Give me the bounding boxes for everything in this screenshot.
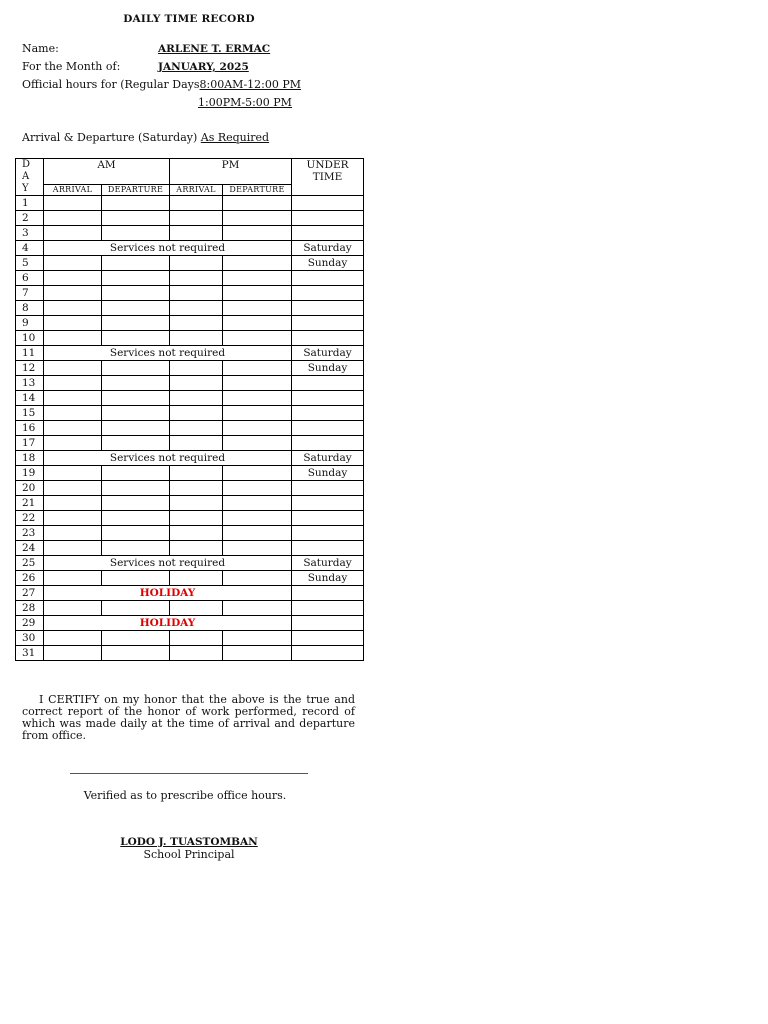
pm-departure-cell <box>223 571 292 586</box>
day-row <box>16 376 364 391</box>
pm-departure-cell <box>223 511 292 526</box>
am-arrival-cell <box>44 196 102 211</box>
pm-arrival-cell <box>170 286 223 301</box>
pm-arrival-cell <box>170 226 223 241</box>
am-departure-cell <box>102 466 170 481</box>
am-departure-cell <box>102 481 170 496</box>
undertime-cell <box>292 406 364 421</box>
pm-arrival-cell <box>170 631 223 646</box>
pm-departure-cell <box>223 466 292 481</box>
pm-arrival-cell <box>170 211 223 226</box>
am-header: AM <box>44 159 170 185</box>
day-number: 16 <box>16 421 44 436</box>
undertime-cell <box>292 301 364 316</box>
day-row <box>16 571 364 586</box>
day-number: 18 <box>16 451 44 466</box>
am-departure-cell <box>102 271 170 286</box>
services-note: Services not required <box>44 346 292 361</box>
day-number: 5 <box>16 256 44 271</box>
am-arrival-cell <box>44 406 102 421</box>
services-note: Services not required <box>44 556 292 571</box>
document-title: DAILY TIME RECORD <box>123 13 255 25</box>
day-number: 21 <box>16 496 44 511</box>
undertime-cell <box>292 616 364 631</box>
pm-departure-cell <box>223 331 292 346</box>
principal-position: School Principal <box>143 848 235 861</box>
holiday-note <box>44 586 292 601</box>
day-row <box>16 481 364 496</box>
day-number: 30 <box>16 631 44 646</box>
day-header: D A Y <box>16 159 44 196</box>
am-departure-cell <box>102 256 170 271</box>
day-row <box>16 601 364 616</box>
official-hours-line <box>22 78 301 91</box>
am-arrival-cell <box>44 481 102 496</box>
official-hours-am: 8:00AM-12:00 PM <box>199 78 302 91</box>
pm-arrival-cell <box>170 391 223 406</box>
day-number: 10 <box>16 331 44 346</box>
certification-text: I CERTIFY on my honor that the above is the true and correct report of the honor of work performed, record of which was made daily at the time of arrival and departure from office. <box>22 693 355 742</box>
am-departure-cell <box>102 331 170 346</box>
day-row <box>16 451 364 466</box>
undertime-cell <box>292 631 364 646</box>
signature-line <box>70 773 308 774</box>
am-arrival-cell <box>44 226 102 241</box>
pm-departure-cell <box>223 496 292 511</box>
am-departure-cell <box>102 361 170 376</box>
day-row <box>16 421 364 436</box>
am-arrival-cell <box>44 526 102 541</box>
pm-arrival-cell <box>170 466 223 481</box>
undertime-cell <box>292 586 364 601</box>
services-note: Services not required <box>44 451 292 466</box>
day-row <box>16 286 364 301</box>
saturday-label: Arrival & Departure (Saturday) <box>22 131 198 144</box>
undertime-cell <box>292 211 364 226</box>
pm-arrival-header: ARRIVAL <box>170 184 223 195</box>
day-number: 15 <box>16 406 44 421</box>
am-departure-cell <box>102 286 170 301</box>
am-arrival-cell <box>44 316 102 331</box>
pm-departure-cell <box>223 436 292 451</box>
am-arrival-cell <box>44 256 102 271</box>
undertime-cell <box>292 496 364 511</box>
pm-departure-cell <box>223 421 292 436</box>
undertime-cell <box>292 601 364 616</box>
pm-departure-cell <box>223 631 292 646</box>
undertime-header: UNDER TIME <box>292 159 364 196</box>
undertime-cell <box>292 436 364 451</box>
day-number: 28 <box>16 601 44 616</box>
am-arrival-cell <box>44 211 102 226</box>
pm-arrival-cell <box>170 526 223 541</box>
header-row <box>16 159 364 185</box>
am-arrival-cell <box>44 391 102 406</box>
day-row <box>16 466 364 481</box>
undertime-cell: Sunday <box>292 466 364 481</box>
day-row <box>16 316 364 331</box>
pm-departure-cell <box>223 406 292 421</box>
pm-arrival-cell <box>170 421 223 436</box>
day-row <box>16 196 364 211</box>
pm-header: PM <box>170 159 292 185</box>
am-departure-cell <box>102 226 170 241</box>
am-departure-cell <box>102 436 170 451</box>
am-departure-cell <box>102 406 170 421</box>
day-number: 11 <box>16 346 44 361</box>
undertime-cell <box>292 541 364 556</box>
pm-departure-cell <box>223 646 292 661</box>
am-departure-header: DEPARTURE <box>102 184 170 195</box>
undertime-cell: Saturday <box>292 241 364 256</box>
day-row <box>16 511 364 526</box>
day-row <box>16 301 364 316</box>
pm-arrival-cell <box>170 436 223 451</box>
day-row <box>16 211 364 226</box>
day-row <box>16 526 364 541</box>
undertime-cell: Saturday <box>292 346 364 361</box>
pm-arrival-cell <box>170 571 223 586</box>
principal-name: LODO J. TUASTOMBAN <box>120 836 258 848</box>
day-number: 8 <box>16 301 44 316</box>
pm-departure-cell <box>223 301 292 316</box>
undertime-cell <box>292 511 364 526</box>
day-number: 2 <box>16 211 44 226</box>
undertime-cell <box>292 331 364 346</box>
official-hours-pm: 1:00PM-5:00 PM <box>198 96 292 109</box>
undertime-cell <box>292 226 364 241</box>
pm-departure-cell <box>223 316 292 331</box>
am-departure-cell <box>102 496 170 511</box>
pm-arrival-cell <box>170 271 223 286</box>
am-departure-cell <box>102 376 170 391</box>
day-number: 7 <box>16 286 44 301</box>
day-number: 26 <box>16 571 44 586</box>
month-label: For the Month of: <box>22 60 121 73</box>
day-row <box>16 616 364 631</box>
am-departure-cell <box>102 316 170 331</box>
saturday-value: As Required <box>200 131 270 144</box>
undertime-cell: Sunday <box>292 571 364 586</box>
pm-departure-cell <box>223 271 292 286</box>
pm-arrival-cell <box>170 646 223 661</box>
day-row <box>16 556 364 571</box>
pm-arrival-cell <box>170 511 223 526</box>
pm-departure-cell <box>223 541 292 556</box>
day-number: 19 <box>16 466 44 481</box>
pm-departure-cell <box>223 211 292 226</box>
pm-arrival-cell <box>170 316 223 331</box>
am-departure-cell <box>102 526 170 541</box>
day-number: 14 <box>16 391 44 406</box>
pm-arrival-cell <box>170 376 223 391</box>
day-number: 29 <box>16 616 44 631</box>
day-row <box>16 496 364 511</box>
day-number: 24 <box>16 541 44 556</box>
am-departure-cell <box>102 601 170 616</box>
am-arrival-header: ARRIVAL <box>44 184 102 195</box>
day-number: 9 <box>16 316 44 331</box>
day-row <box>16 361 364 376</box>
am-arrival-cell <box>44 376 102 391</box>
undertime-cell: Saturday <box>292 451 364 466</box>
undertime-cell <box>292 391 364 406</box>
pm-arrival-cell <box>170 406 223 421</box>
day-number: 4 <box>16 241 44 256</box>
saturday-line <box>22 131 269 144</box>
am-departure-cell <box>102 631 170 646</box>
undertime-cell <box>292 286 364 301</box>
pm-departure-cell <box>223 601 292 616</box>
pm-arrival-cell <box>170 256 223 271</box>
holiday-note <box>44 616 292 631</box>
undertime-cell <box>292 421 364 436</box>
day-number: 3 <box>16 226 44 241</box>
am-arrival-cell <box>44 631 102 646</box>
day-number: 27 <box>16 586 44 601</box>
pm-departure-cell <box>223 256 292 271</box>
pm-departure-cell <box>223 226 292 241</box>
day-number: 13 <box>16 376 44 391</box>
pm-arrival-cell <box>170 601 223 616</box>
am-arrival-cell <box>44 496 102 511</box>
day-row <box>16 436 364 451</box>
day-row <box>16 271 364 286</box>
undertime-cell <box>292 376 364 391</box>
day-number: 6 <box>16 271 44 286</box>
am-arrival-cell <box>44 271 102 286</box>
day-row <box>16 391 364 406</box>
name-label: Name: <box>22 42 59 55</box>
pm-departure-cell <box>223 391 292 406</box>
day-row <box>16 331 364 346</box>
pm-arrival-cell <box>170 301 223 316</box>
am-departure-cell <box>102 196 170 211</box>
day-row <box>16 406 364 421</box>
undertime-cell <box>292 646 364 661</box>
day-row <box>16 631 364 646</box>
pm-departure-cell <box>223 481 292 496</box>
pm-arrival-cell <box>170 496 223 511</box>
am-arrival-cell <box>44 436 102 451</box>
pm-arrival-cell <box>170 331 223 346</box>
undertime-cell <box>292 271 364 286</box>
official-hours-label: Official hours for (Regular Days <box>22 78 200 91</box>
day-number: 1 <box>16 196 44 211</box>
am-departure-cell <box>102 646 170 661</box>
pm-arrival-cell <box>170 361 223 376</box>
holiday-label: HOLIDAY <box>139 586 196 599</box>
am-arrival-cell <box>44 421 102 436</box>
pm-departure-cell <box>223 286 292 301</box>
time-record-table <box>15 158 364 661</box>
day-number: 12 <box>16 361 44 376</box>
employee-name: ARLENE T. ERMAC <box>158 43 271 55</box>
day-row <box>16 256 364 271</box>
undertime-cell <box>292 526 364 541</box>
day-number: 17 <box>16 436 44 451</box>
pm-departure-cell <box>223 526 292 541</box>
holiday-label: HOLIDAY <box>139 616 196 629</box>
day-number: 23 <box>16 526 44 541</box>
undertime-cell: Sunday <box>292 256 364 271</box>
day-number: 25 <box>16 556 44 571</box>
am-departure-cell <box>102 511 170 526</box>
pm-departure-header: DEPARTURE <box>223 184 292 195</box>
am-arrival-cell <box>44 301 102 316</box>
am-arrival-cell <box>44 361 102 376</box>
am-arrival-cell <box>44 601 102 616</box>
am-arrival-cell <box>44 466 102 481</box>
day-number: 31 <box>16 646 44 661</box>
am-arrival-cell <box>44 571 102 586</box>
pm-arrival-cell <box>170 196 223 211</box>
day-row <box>16 586 364 601</box>
day-row <box>16 226 364 241</box>
am-arrival-cell <box>44 286 102 301</box>
am-arrival-cell <box>44 511 102 526</box>
day-number: 22 <box>16 511 44 526</box>
am-departure-cell <box>102 541 170 556</box>
undertime-cell: Saturday <box>292 556 364 571</box>
am-departure-cell <box>102 301 170 316</box>
am-departure-cell <box>102 391 170 406</box>
day-row <box>16 346 364 361</box>
am-arrival-cell <box>44 331 102 346</box>
am-departure-cell <box>102 211 170 226</box>
day-row <box>16 541 364 556</box>
am-departure-cell <box>102 421 170 436</box>
am-departure-cell <box>102 571 170 586</box>
pm-departure-cell <box>223 196 292 211</box>
verified-text: Verified as to prescribe office hours. <box>83 789 287 802</box>
am-arrival-cell <box>44 541 102 556</box>
day-number: 20 <box>16 481 44 496</box>
pm-departure-cell <box>223 376 292 391</box>
undertime-cell <box>292 196 364 211</box>
undertime-cell <box>292 481 364 496</box>
pm-arrival-cell <box>170 481 223 496</box>
services-note: Services not required <box>44 241 292 256</box>
undertime-cell: Sunday <box>292 361 364 376</box>
day-row <box>16 646 364 661</box>
pm-departure-cell <box>223 361 292 376</box>
day-row <box>16 241 364 256</box>
am-arrival-cell <box>44 646 102 661</box>
month-value: JANUARY, 2025 <box>158 61 249 73</box>
undertime-cell <box>292 316 364 331</box>
pm-arrival-cell <box>170 541 223 556</box>
